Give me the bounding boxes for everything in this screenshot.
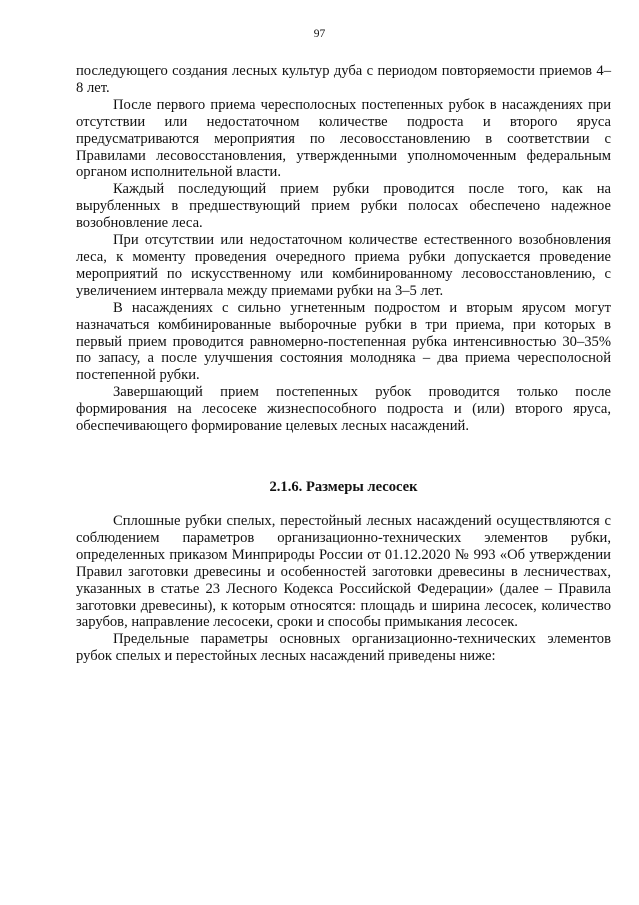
paragraph: В насаждениях с сильно угнетенным подростом и вторым ярусом могут назначаться комбинированные выборочные рубки в три приема, при которых в первый прием проводится равномерно-постепенная рубка интенсивностью 30–35% по запасу, а после улучшения состояния молодняка – два приема чересполосной постепенной рубки. — [76, 299, 611, 384]
text-block-top — [76, 63, 611, 435]
paragraph: При отсутствии или недостаточном количестве естественного возобновления леса, к моменту проведения очередного приема рубки допускается проведение мероприятий по искусственному или комбинированному лесовосстановлению, с увеличением интервала между приемами рубки на 3–5 лет. — [76, 232, 611, 299]
paragraph: Завершающий прием постепенных рубок проводится только после формирования на лесосеке жизнеспособного подроста и (или) второго яруса, обеспечивающего формирование целевых лесных насаждений. — [76, 384, 611, 435]
section-heading: 2.1.6. Размеры лесосек — [269, 479, 418, 495]
paragraph: Каждый последующий прием рубки проводится после того, как на вырубленных в предшествующий прием рубки полосах обеспечено надежное возобновление леса. — [76, 181, 611, 232]
paragraph: Предельные параметры основных организационно-технических элементов рубок спелых и перестойных лесных насаждений приведены ниже: — [76, 631, 611, 665]
paragraph: После первого приема чересполосных постепенных рубок в насаждениях при отсутствии или недостаточном количестве подроста и второго яруса предусматриваются мероприятия по лесовосстановлению в соответствии с Правилами лесовосстановления, утвержденными уполномоченным федеральным органом исполнительной власти. — [76, 96, 611, 181]
paragraph: Сплошные рубки спелых, перестойный лесных насаждений осуществляются с соблюдением параметров организационно-технических элементов рубки, определенных приказом Минприроды России от 01.12.2020 № 993 «Об утверждении Правил заготовки древесины и особенностей заготовки древесины в лесничествах, указанных в статье 23 Лесного Кодекса Российской Федерации» (далее – Правила заготовки древесины), к которым относятся: площадь и ширина лесосек, количество зарубов, направление лесосеки, сроки и способы примыкания лесосек. — [76, 513, 611, 631]
page-number: 97 — [313, 28, 326, 40]
paragraph: последующего создания лесных культур дуба с периодом повторяемости приемов 4–8 лет. — [76, 63, 611, 96]
text-block-bottom — [76, 513, 611, 665]
